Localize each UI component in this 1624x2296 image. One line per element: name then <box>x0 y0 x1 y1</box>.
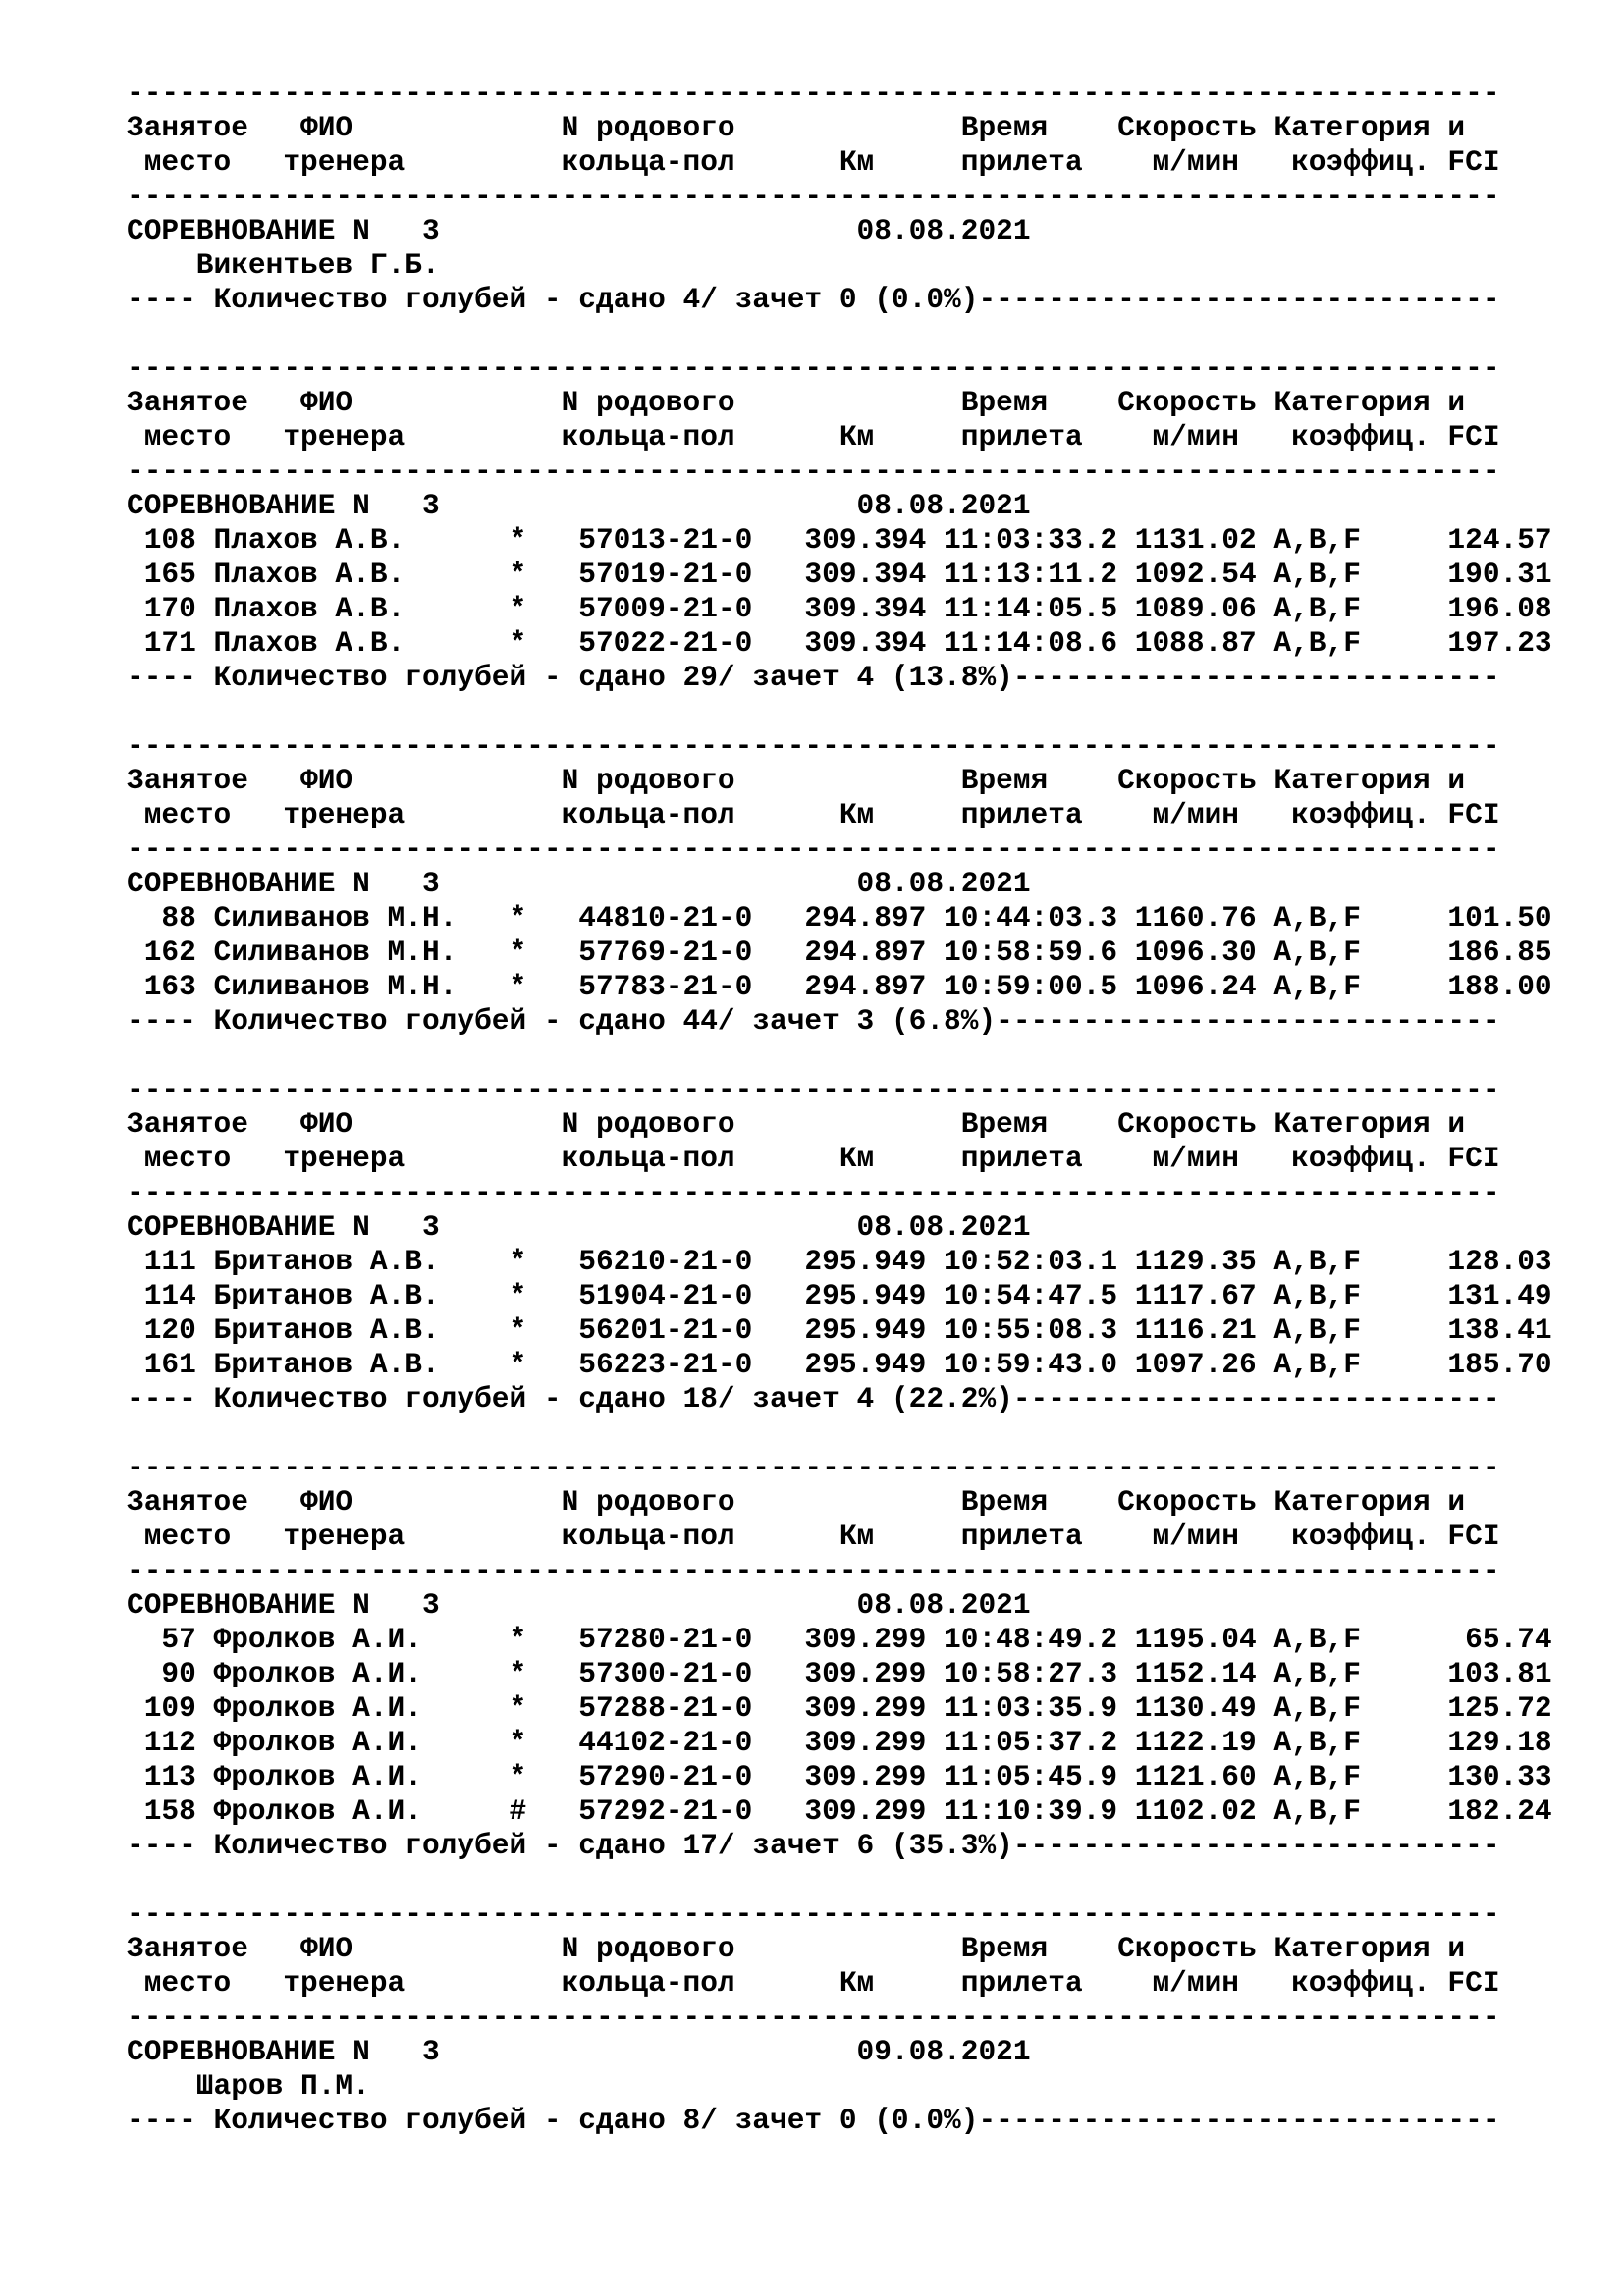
rule-top: ------------------------------------------------------------------------------- <box>127 77 1500 110</box>
rule-mid: ------------------------------------------------------------------------------- <box>127 1554 1500 1587</box>
rule-top: ------------------------------------------------------------------------------- <box>127 1451 1500 1484</box>
column-header-line-2: место тренера кольца-пол Км прилета м/мин коэффиц. FCI <box>127 798 1500 831</box>
rule-top: ------------------------------------------------------------------------------- <box>127 729 1500 763</box>
competition-title: СОРЕВНОВАНИЕ N 3 08.08.2021 <box>127 489 1031 522</box>
column-header-line-1: Занятое ФИО N родового Время Скорость Категория и <box>127 1932 1466 1965</box>
rule-top: ------------------------------------------------------------------------------- <box>127 1897 1500 1931</box>
result-row: Шаров П.М. <box>127 2069 370 2103</box>
competition-block <box>127 1451 1599 1863</box>
competition-title: СОРЕВНОВАНИЕ N 3 08.08.2021 <box>127 1210 1031 1244</box>
rule-mid: ------------------------------------------------------------------------------- <box>127 454 1500 488</box>
summary-line: ---- Количество голубей - сдано 8/ зачет 0 (0.0%)------------------------------ <box>127 2104 1500 2137</box>
column-header-line-2: место тренера кольца-пол Км прилета м/мин коэффиц. FCI <box>127 420 1500 454</box>
column-header-line-1: Занятое ФИО N родового Время Скорость Категория и <box>127 764 1466 797</box>
report-document <box>127 77 1599 2138</box>
column-header-line-1: Занятое ФИО N родового Время Скорость Категория и <box>127 111 1466 144</box>
competition-title: СОРЕВНОВАНИЕ N 3 09.08.2021 <box>127 2035 1031 2068</box>
column-header-line-1: Занятое ФИО N родового Время Скорость Категория и <box>127 1107 1466 1141</box>
column-header-line-2: место тренера кольца-пол Км прилета м/мин коэффиц. FCI <box>127 1520 1500 1553</box>
rule-mid: ------------------------------------------------------------------------------- <box>127 180 1500 213</box>
rule-top: ------------------------------------------------------------------------------- <box>127 351 1500 385</box>
competition-block <box>127 1897 1599 2138</box>
result-row: 120 Британов А.В. * 56201-21-0 295.949 10:55:08.3 1116.21 A,B,F 138.41 <box>127 1313 1552 1347</box>
competition-title: СОРЕВНОВАНИЕ N 3 08.08.2021 <box>127 867 1031 900</box>
result-row: 57 Фролков А.И. * 57280-21-0 309.299 10:48:49.2 1195.04 A,B,F 65.74 <box>127 1623 1552 1656</box>
competition-block <box>127 77 1599 317</box>
result-row: 111 Британов А.В. * 56210-21-0 295.949 10:52:03.1 1129.35 A,B,F 128.03 <box>127 1245 1552 1278</box>
result-row: Викентьев Г.Б. <box>127 248 440 282</box>
result-row: 90 Фролков А.И. * 57300-21-0 309.299 10:58:27.3 1152.14 A,B,F 103.81 <box>127 1657 1552 1690</box>
column-header-line-2: место тренера кольца-пол Км прилета м/мин коэффиц. FCI <box>127 1966 1500 2000</box>
competition-block <box>127 1073 1599 1416</box>
result-row: 161 Британов А.В. * 56223-21-0 295.949 10:59:43.0 1097.26 A,B,F 185.70 <box>127 1348 1552 1381</box>
column-header-line-2: место тренера кольца-пол Км прилета м/мин коэффиц. FCI <box>127 1142 1500 1175</box>
result-row: 109 Фролков А.И. * 57288-21-0 309.299 11:03:35.9 1130.49 A,B,F 125.72 <box>127 1691 1552 1725</box>
result-row: 162 Силиванов М.Н. * 57769-21-0 294.897 10:58:59.6 1096.30 A,B,F 186.85 <box>127 935 1552 969</box>
summary-line: ---- Количество голубей - сдано 29/ зачет 4 (13.8%)---------------------------- <box>127 661 1500 694</box>
result-row: 113 Фролков А.И. * 57290-21-0 309.299 11:05:45.9 1121.60 A,B,F 130.33 <box>127 1760 1552 1793</box>
summary-line: ---- Количество голубей - сдано 44/ зачет 3 (6.8%)----------------------------- <box>127 1004 1500 1038</box>
competition-title: СОРЕВНОВАНИЕ N 3 08.08.2021 <box>127 1588 1031 1622</box>
result-row: 170 Плахов А.В. * 57009-21-0 309.394 11:14:05.5 1089.06 A,B,F 196.08 <box>127 592 1552 625</box>
rule-top: ------------------------------------------------------------------------------- <box>127 1073 1500 1106</box>
rule-mid: ------------------------------------------------------------------------------- <box>127 832 1500 866</box>
result-row: 163 Силиванов М.Н. * 57783-21-0 294.897 10:59:00.5 1096.24 A,B,F 188.00 <box>127 970 1552 1003</box>
result-row: 114 Британов А.В. * 51904-21-0 295.949 10:54:47.5 1117.67 A,B,F 131.49 <box>127 1279 1552 1312</box>
competition-title: СОРЕВНОВАНИЕ N 3 08.08.2021 <box>127 214 1031 247</box>
result-row: 171 Плахов А.В. * 57022-21-0 309.394 11:14:08.6 1088.87 A,B,F 197.23 <box>127 626 1552 660</box>
result-row: 112 Фролков А.И. * 44102-21-0 309.299 11:05:37.2 1122.19 A,B,F 129.18 <box>127 1726 1552 1759</box>
summary-line: ---- Количество голубей - сдано 4/ зачет 0 (0.0%)------------------------------ <box>127 283 1500 316</box>
summary-line: ---- Количество голубей - сдано 17/ зачет 6 (35.3%)---------------------------- <box>127 1829 1500 1862</box>
result-row: 165 Плахов А.В. * 57019-21-0 309.394 11:13:11.2 1092.54 A,B,F 190.31 <box>127 558 1552 591</box>
result-row: 108 Плахов А.В. * 57013-21-0 309.394 11:03:33.2 1131.02 A,B,F 124.57 <box>127 523 1552 557</box>
column-header-line-1: Занятое ФИО N родового Время Скорость Категория и <box>127 1485 1466 1519</box>
rule-mid: ------------------------------------------------------------------------------- <box>127 1176 1500 1209</box>
competition-block <box>127 729 1599 1039</box>
rule-mid: ------------------------------------------------------------------------------- <box>127 2001 1500 2034</box>
column-header-line-2: место тренера кольца-пол Км прилета м/мин коэффиц. FCI <box>127 145 1500 179</box>
result-row: 158 Фролков А.И. # 57292-21-0 309.299 11:10:39.9 1102.02 A,B,F 182.24 <box>127 1794 1552 1828</box>
column-header-line-1: Занятое ФИО N родового Время Скорость Категория и <box>127 386 1466 419</box>
result-row: 88 Силиванов М.Н. * 44810-21-0 294.897 10:44:03.3 1160.76 A,B,F 101.50 <box>127 901 1552 934</box>
competition-block <box>127 351 1599 695</box>
summary-line: ---- Количество голубей - сдано 18/ зачет 4 (22.2%)---------------------------- <box>127 1382 1500 1415</box>
